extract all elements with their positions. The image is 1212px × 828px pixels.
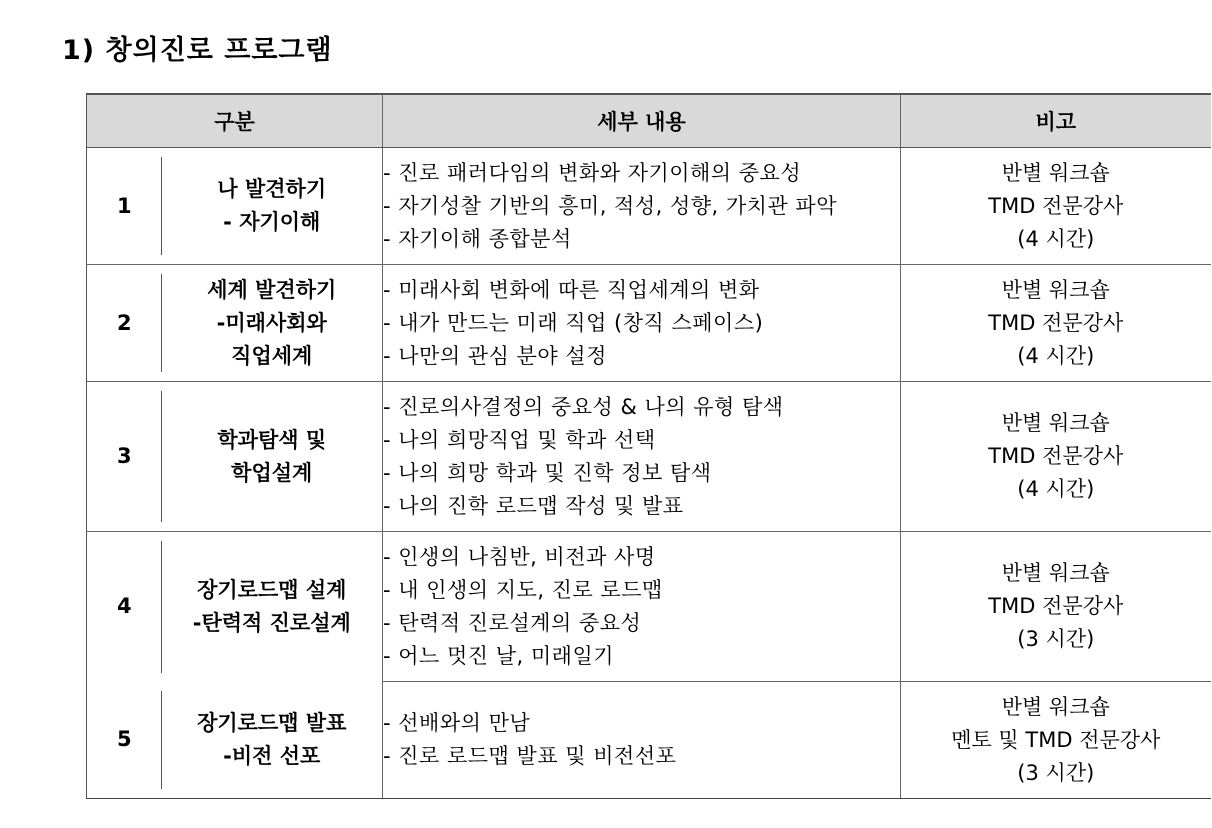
detail-item: - 나의 진학 로드맵 작성 및 발표	[383, 493, 684, 518]
row-note	[901, 382, 1211, 532]
program-name-line: -탄력적 진로설계	[192, 610, 351, 635]
program-table	[86, 93, 1211, 799]
note-line: TMD 전문강사	[988, 310, 1124, 335]
detail-item: - 내 인생의 지도, 진로 로드맵	[383, 577, 663, 602]
row-program-name	[162, 382, 383, 532]
detail-item: - 나만의 관심 분야 설정	[383, 343, 607, 368]
detail-item: - 나의 희망 학과 및 진학 정보 탐색	[383, 460, 712, 485]
detail-item: - 자기이해 종합분석	[383, 226, 572, 251]
note-line: TMD 전문강사	[988, 193, 1124, 218]
detail-item: - 내가 만드는 미래 직업 (창직 스페이스)	[383, 310, 764, 335]
row-number: 1	[87, 148, 162, 265]
note-line: 멘토 및 TMD 전문강사	[951, 727, 1161, 752]
detail-item: - 탄력적 진로설계의 중요성	[383, 610, 642, 635]
row-number: 3	[87, 382, 162, 532]
header-category: 구분	[87, 94, 383, 148]
table-header-row	[87, 94, 1211, 148]
row-number: 2	[87, 265, 162, 382]
row-program-name	[162, 682, 383, 799]
row-details	[383, 148, 901, 265]
program-name-line: - 자기이해	[223, 210, 321, 234]
table-row	[87, 382, 1211, 532]
detail-item: - 인생의 나침반, 비전과 사명	[383, 544, 656, 569]
row-details	[383, 265, 901, 382]
detail-item: - 자기성찰 기반의 흥미, 적성, 성향, 가치관 파악	[383, 193, 837, 218]
note-line: 반별 워크숍	[1001, 411, 1110, 435]
header-detail: 세부 내용	[383, 94, 901, 148]
page-title: 1) 창의진로 프로그램	[62, 35, 333, 66]
note-line: (4 시간)	[1017, 477, 1095, 501]
row-note	[901, 265, 1211, 382]
note-line: (4 시간)	[1017, 226, 1095, 251]
note-line: 반별 워크숍	[1001, 561, 1110, 585]
detail-item: - 미래사회 변화에 따른 직업세계의 변화	[383, 277, 760, 302]
row-details	[383, 532, 901, 682]
row-note	[901, 148, 1211, 265]
note-line: 반별 워크숍	[1001, 160, 1110, 185]
header-note: 비고	[901, 94, 1211, 148]
note-line: 반별 워크숍	[1001, 277, 1110, 302]
detail-item: - 진로의사결정의 중요성 & 나의 유형 탐색	[383, 394, 784, 419]
note-line: (3 시간)	[1017, 760, 1095, 785]
table-row	[87, 682, 1211, 799]
program-name-line: 세계 발견하기	[207, 277, 337, 302]
note-line: 반별 워크숍	[1001, 694, 1110, 719]
table-row	[87, 148, 1211, 265]
row-details	[383, 682, 901, 799]
program-name-line: 학업설계	[231, 460, 313, 485]
row-number: 5	[87, 682, 162, 799]
row-note	[901, 682, 1211, 799]
program-name-line: -비전 선포	[223, 743, 321, 768]
row-details	[383, 382, 901, 532]
note-line: TMD 전문강사	[988, 444, 1124, 468]
row-program-name	[162, 148, 383, 265]
program-name-line: 장기로드맵 설계	[197, 577, 347, 602]
row-note	[901, 532, 1211, 682]
row-program-name	[162, 265, 383, 382]
row-program-name	[162, 532, 383, 682]
detail-item: - 어느 멋진 날, 미래일기	[383, 643, 615, 668]
program-name-line: 학과탐색 및	[217, 427, 327, 452]
program-name-line: 장기로드맵 발표	[197, 710, 347, 735]
program-name-line: 직업세계	[231, 343, 313, 368]
detail-item: - 나의 희망직업 및 학과 선택	[383, 427, 656, 452]
program-name-line: -미래사회와	[216, 310, 327, 335]
note-line: (4 시간)	[1017, 343, 1095, 368]
detail-item: - 선배와의 만남	[383, 711, 531, 735]
table-row	[87, 532, 1211, 682]
detail-item: - 진로 패러다임의 변화와 자기이해의 중요성	[383, 160, 802, 185]
detail-item: - 진로 로드맵 발표 및 비전선포	[383, 744, 677, 768]
note-line: TMD 전문강사	[988, 594, 1124, 618]
program-name-line: 나 발견하기	[217, 177, 327, 201]
note-line: (3 시간)	[1017, 627, 1095, 651]
row-number: 4	[87, 532, 162, 682]
table-row	[87, 265, 1211, 382]
